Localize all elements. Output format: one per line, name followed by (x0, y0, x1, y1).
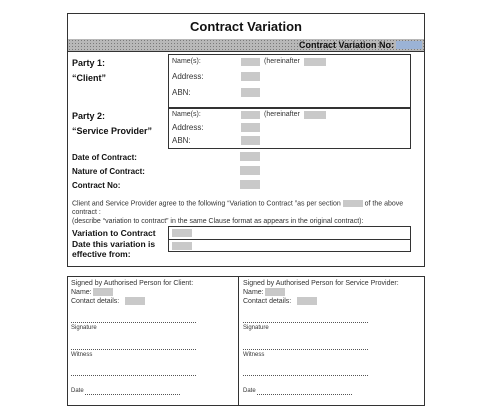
provider-witness-label: Witness (243, 352, 265, 358)
provider-name-field[interactable] (265, 288, 285, 296)
client-contact-label: Contact details: (71, 298, 120, 305)
signature-divider (238, 277, 239, 405)
party2-abn-label: ABN: (172, 136, 191, 145)
contract-variation-form (67, 13, 425, 267)
contract-no-field[interactable] (240, 180, 260, 189)
party1-hereinafter: (hereinafter (264, 58, 300, 65)
variation-to-contract-label: Variation to Contract (72, 228, 156, 238)
party1-box (168, 54, 411, 109)
party1-address-label: Address: (172, 72, 204, 81)
variation-number-label: Contract Variation No: (298, 40, 394, 50)
provider-witness2-line[interactable] (243, 375, 368, 376)
party2-address-field[interactable] (241, 123, 260, 132)
party2-box (168, 107, 411, 149)
describe-text: (describe “variation to contract” in the same Clause format as appears in the original contract): (72, 218, 364, 225)
party1-label-line2: “Client” (72, 73, 107, 83)
client-witness-line[interactable] (71, 349, 196, 350)
party1-name-field[interactable] (241, 58, 260, 66)
effective-date-line2: effective from: (72, 249, 131, 259)
provider-name-label: Name: (243, 289, 264, 296)
client-sign-heading: Signed by Authorised Person for Client: (71, 280, 194, 287)
party2-hereinafter: (hereinafter (264, 111, 300, 118)
party2-label-line1: Party 2: (72, 111, 106, 121)
party2-address-label: Address: (172, 123, 204, 132)
agreement-text-part1: Client and Service Provider agree to the following “Variation to Contract ”as per section (72, 200, 341, 208)
agreement-text (72, 200, 403, 207)
provider-signature-line[interactable] (243, 322, 368, 323)
party1-abn-field[interactable] (241, 88, 260, 97)
effective-date-field[interactable] (172, 242, 192, 250)
party2-abn-field[interactable] (241, 136, 260, 145)
provider-witness-line[interactable] (243, 349, 368, 350)
client-date-line[interactable] (85, 394, 180, 395)
section-field[interactable] (343, 200, 363, 207)
client-date-label: Date (71, 388, 84, 394)
provider-signature-label: Signature (243, 325, 269, 331)
agreement-text-part2: of the above (364, 200, 404, 208)
nature-of-contract-label: Nature of Contract: (72, 167, 145, 176)
party2-hereinafter-field[interactable] (304, 111, 326, 119)
client-witness-label: Witness (71, 352, 93, 358)
party1-hereinafter-field[interactable] (304, 58, 326, 66)
nature-of-contract-field[interactable] (240, 166, 260, 175)
party1-abn-label: ABN: (172, 88, 191, 97)
client-name-label: Name: (71, 289, 92, 296)
provider-sign-heading: Signed by Authorised Person for Service Provider: (243, 280, 399, 287)
variation-divider (169, 239, 410, 240)
party1-label (72, 58, 106, 84)
variation-number-bar (68, 39, 424, 52)
effective-date-line1: Date this variation is (72, 239, 156, 249)
party2-name-label: Name(s): (172, 111, 201, 118)
variation-box (168, 226, 411, 252)
variation-number-field[interactable] (396, 41, 422, 49)
party1-address-field[interactable] (241, 72, 260, 81)
party2-label (72, 111, 152, 137)
form-title: Contract Variation (68, 14, 424, 40)
signature-section (67, 276, 425, 406)
variation-field[interactable] (172, 229, 192, 237)
client-signature-label: Signature (71, 325, 97, 331)
provider-contact-field[interactable] (297, 297, 317, 305)
client-signature-line[interactable] (71, 322, 196, 323)
client-name-field[interactable] (93, 288, 113, 296)
effective-date-label (72, 239, 155, 259)
date-of-contract-label: Date of Contract: (72, 153, 137, 162)
client-witness2-line[interactable] (71, 375, 196, 376)
agreement-text-contract: contract : (72, 209, 101, 216)
provider-date-label: Date (243, 388, 256, 394)
date-of-contract-field[interactable] (240, 152, 260, 161)
party1-label-line1: Party 1: (72, 58, 106, 68)
party2-label-line2: “Service Provider” (72, 126, 153, 136)
party2-name-field[interactable] (241, 111, 260, 119)
provider-date-line[interactable] (257, 394, 352, 395)
provider-contact-label: Contact details: (243, 298, 292, 305)
client-contact-field[interactable] (125, 297, 145, 305)
contract-no-label: Contract No: (72, 181, 121, 190)
party1-name-label: Name(s): (172, 58, 201, 65)
